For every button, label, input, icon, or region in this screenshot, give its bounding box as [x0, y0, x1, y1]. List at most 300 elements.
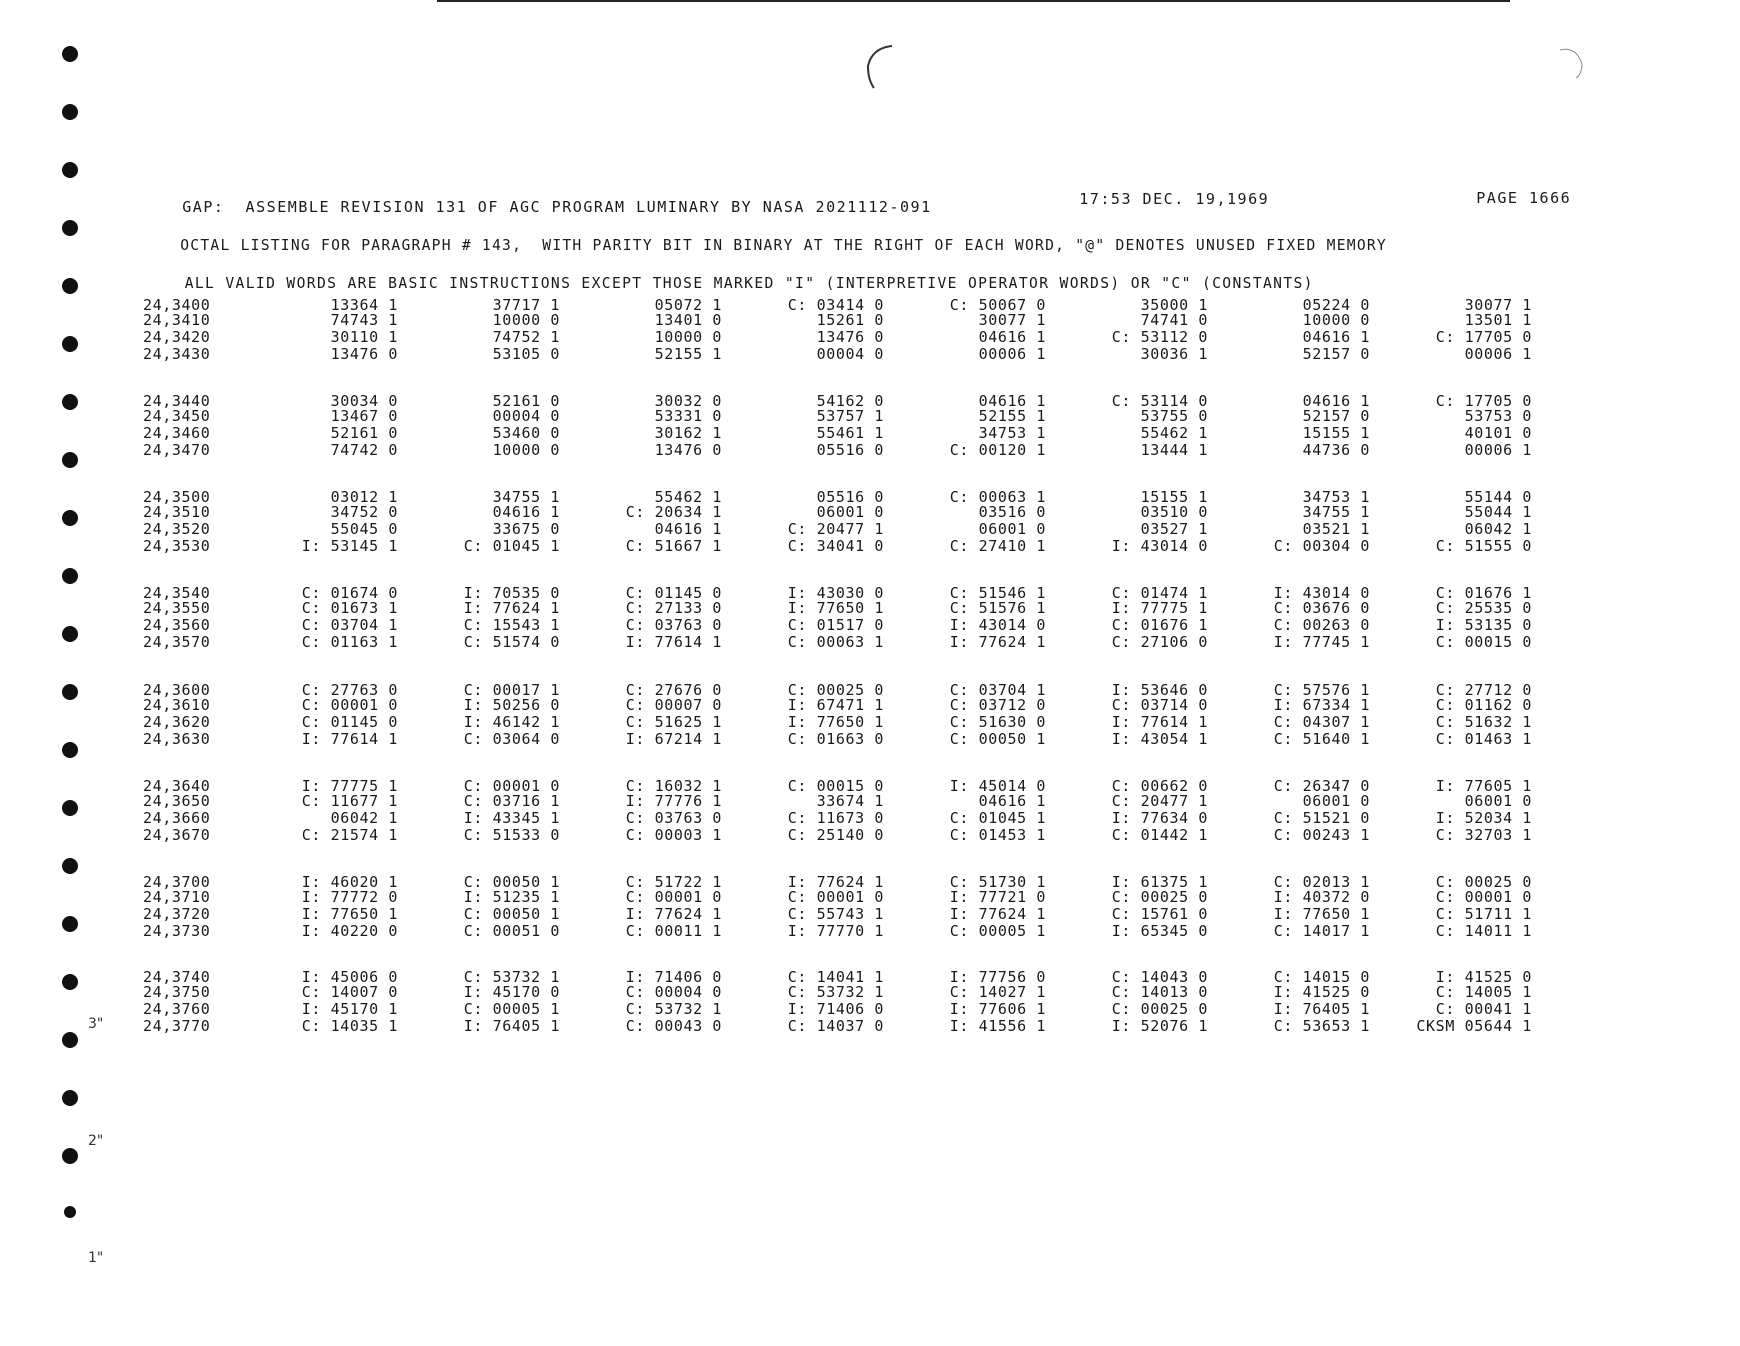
octal-word: 10000 0: [492, 441, 560, 459]
punch-hole-icon: [62, 800, 78, 816]
octal-word: I: 45006 0: [301, 968, 398, 986]
octal-word: C: 11673 0: [787, 809, 884, 827]
octal-word: I: 77770 1: [787, 922, 884, 940]
octal-word: 04616 1: [1302, 392, 1370, 410]
row-address: 24,3520: [143, 520, 211, 538]
octal-word: I: 52076 1: [1111, 1017, 1208, 1035]
octal-word: C: 50067 0: [949, 296, 1046, 314]
row-address: 24,3510: [143, 503, 211, 521]
octal-word: C: 15543 1: [463, 616, 560, 634]
row-address: 24,3500: [143, 488, 211, 506]
octal-word: C: 53732 1: [625, 1000, 722, 1018]
octal-word: 03527 1: [1140, 520, 1208, 538]
octal-word: 06042 1: [1464, 520, 1532, 538]
octal-word: 10000 0: [654, 328, 722, 346]
octal-word: 74741 0: [1140, 311, 1208, 329]
word-legend: ALL VALID WORDS ARE BASIC INSTRUCTIONS EXCEPT THOSE MARKED "I" (INTERPRETIVE OPERATOR WORDS) OR "C" (CONSTANTS): [184, 274, 1314, 292]
row-address: 24,3640: [143, 777, 211, 795]
octal-word: C: 03676 0: [1273, 599, 1370, 617]
octal-word: I: 43345 1: [463, 809, 560, 827]
row-address: 24,3470: [143, 441, 211, 459]
octal-word: I: 77624 1: [625, 905, 722, 923]
octal-word: C: 01162 0: [1435, 696, 1532, 714]
octal-word: C: 14027 1: [949, 983, 1046, 1001]
octal-word: C: 51576 1: [949, 599, 1046, 617]
octal-word: 06001 0: [1464, 792, 1532, 810]
octal-word: C: 01673 1: [301, 599, 398, 617]
octal-word: 34755 1: [492, 488, 560, 506]
octal-word: 34755 1: [1302, 503, 1370, 521]
octal-word: C: 00007 0: [625, 696, 722, 714]
octal-word: I: 43030 0: [787, 584, 884, 602]
octal-word: 55462 1: [654, 488, 722, 506]
octal-word: 53753 0: [1464, 407, 1532, 425]
octal-word: C: 00025 0: [1435, 873, 1532, 891]
octal-word: C: 11677 1: [301, 792, 398, 810]
octal-word: C: 17705 0: [1435, 392, 1532, 410]
row-address: 24,3670: [143, 826, 211, 844]
row-address: 24,3460: [143, 424, 211, 442]
octal-word: C: 15761 0: [1111, 905, 1208, 923]
punch-hole-icon: [62, 220, 78, 236]
octal-word: C: 00025 0: [787, 681, 884, 699]
octal-word: C: 51574 0: [463, 633, 560, 651]
octal-word: C: 00001 0: [787, 888, 884, 906]
octal-word: I: 41556 1: [949, 1017, 1046, 1035]
listing-description: OCTAL LISTING FOR PARAGRAPH # 143, WITH PARITY BIT IN BINARY AT THE RIGHT OF EACH WORD, "@" DENOTES UNUSED FIXED MEMORY: [180, 236, 1387, 254]
octal-word: C: 01676 1: [1435, 584, 1532, 602]
octal-word: 52155 1: [654, 345, 722, 363]
octal-word: I: 77650 1: [301, 905, 398, 923]
octal-word: I: 41525 0: [1435, 968, 1532, 986]
octal-word: I: 77650 1: [1273, 905, 1370, 923]
octal-word: C: 14043 0: [1111, 968, 1208, 986]
octal-word: 03516 0: [978, 503, 1046, 521]
octal-word: 74752 1: [492, 328, 560, 346]
octal-word: C: 51533 0: [463, 826, 560, 844]
punch-hole-icon: [62, 452, 78, 468]
octal-word: C: 51711 1: [1435, 905, 1532, 923]
punch-hole-icon: [62, 858, 78, 874]
punch-hole-icon: [62, 104, 78, 120]
octal-word: 05072 1: [654, 296, 722, 314]
octal-word: C: 00001 0: [463, 777, 560, 795]
octal-word: 30110 1: [330, 328, 398, 346]
octal-word: C: 00662 0: [1111, 777, 1208, 795]
punch-hole-icon: [62, 1090, 78, 1106]
octal-word: I: 76405 1: [1273, 1000, 1370, 1018]
octal-word: 04616 1: [1302, 328, 1370, 346]
octal-word: 30077 1: [1464, 296, 1532, 314]
octal-word: C: 53732 1: [463, 968, 560, 986]
octal-word: C: 51667 1: [625, 537, 722, 555]
punch-hole-icon: [62, 46, 78, 62]
octal-word: 05224 0: [1302, 296, 1370, 314]
row-address: 24,3440: [143, 392, 211, 410]
octal-word: C: 51632 1: [1435, 713, 1532, 731]
octal-word: 34752 0: [330, 503, 398, 521]
octal-word: I: 46020 1: [301, 873, 398, 891]
row-address: 24,3450: [143, 407, 211, 425]
octal-word: C: 01163 1: [301, 633, 398, 651]
punch-hole-icon: [62, 336, 78, 352]
octal-word: 04616 1: [654, 520, 722, 538]
octal-word: 53105 0: [492, 345, 560, 363]
octal-word: I: 77775 1: [1111, 599, 1208, 617]
octal-word: 03510 0: [1140, 503, 1208, 521]
row-address: 24,3630: [143, 730, 211, 748]
timestamp: 17:53 DEC. 19,1969: [1079, 190, 1270, 208]
octal-word: 04616 1: [978, 328, 1046, 346]
row-address: 24,3770: [143, 1017, 211, 1035]
octal-word: C: 01442 1: [1111, 826, 1208, 844]
octal-word: 15155 1: [1140, 488, 1208, 506]
header-page: [1434, 171, 1571, 225]
octal-word: C: 01517 0: [787, 616, 884, 634]
octal-word: C: 00005 1: [463, 1000, 560, 1018]
octal-word: I: 76405 1: [463, 1017, 560, 1035]
octal-word: C: 14005 1: [1435, 983, 1532, 1001]
octal-word: 04616 1: [978, 392, 1046, 410]
octal-word: 04616 1: [492, 503, 560, 521]
octal-word: 00006 1: [978, 345, 1046, 363]
octal-word: C: 53653 1: [1273, 1017, 1370, 1035]
octal-word: C: 51625 1: [625, 713, 722, 731]
octal-word: C: 14011 1: [1435, 922, 1532, 940]
octal-word: 34753 1: [1302, 488, 1370, 506]
octal-word: I: 77606 1: [949, 1000, 1046, 1018]
octal-word: I: 77614 1: [1111, 713, 1208, 731]
octal-word: 30036 1: [1140, 345, 1208, 363]
octal-word: C: 27410 1: [949, 537, 1046, 555]
octal-word: C: 01145 0: [301, 713, 398, 731]
row-address: 24,3760: [143, 1000, 211, 1018]
octal-word: 52157 0: [1302, 345, 1370, 363]
octal-word: I: 77624 1: [949, 905, 1046, 923]
octal-word: I: 40372 0: [1273, 888, 1370, 906]
octal-word: C: 34041 0: [787, 537, 884, 555]
row-address: 24,3730: [143, 922, 211, 940]
octal-word: 06042 1: [330, 809, 398, 827]
octal-word: I: 77772 0: [301, 888, 398, 906]
octal-word: C: 27763 0: [301, 681, 398, 699]
octal-word: I: 77650 1: [787, 713, 884, 731]
punch-hole-icon: [62, 278, 78, 294]
octal-word: C: 00011 1: [625, 922, 722, 940]
octal-word: C: 14037 0: [787, 1017, 884, 1035]
octal-word: C: 03704 1: [949, 681, 1046, 699]
octal-word: C: 04307 1: [1273, 713, 1370, 731]
octal-word: I: 52034 1: [1435, 809, 1532, 827]
row-address: 24,3430: [143, 345, 211, 363]
octal-word: C: 00001 0: [1435, 888, 1532, 906]
octal-word: I: 67214 1: [625, 730, 722, 748]
row-address: 24,3750: [143, 983, 211, 1001]
octal-word: C: 03064 0: [463, 730, 560, 748]
octal-word: I: 45014 0: [949, 777, 1046, 795]
octal-word: 13364 1: [330, 296, 398, 314]
octal-word: 13476 0: [330, 345, 398, 363]
octal-word: C: 01145 0: [625, 584, 722, 602]
octal-word: C: 17705 0: [1435, 328, 1532, 346]
punch-hole-icon: [62, 510, 78, 526]
octal-word: 30032 0: [654, 392, 722, 410]
octal-word: I: 71406 0: [625, 968, 722, 986]
octal-word: C: 53114 0: [1111, 392, 1208, 410]
octal-word: 15261 0: [816, 311, 884, 329]
octal-word: I: 77776 1: [625, 792, 722, 810]
row-address: 24,3720: [143, 905, 211, 923]
octal-word: I: 77605 1: [1435, 777, 1532, 795]
scan-artifact-icon: [862, 42, 902, 92]
octal-word: C: 14017 1: [1273, 922, 1370, 940]
octal-word: C: 20477 1: [1111, 792, 1208, 810]
row-address: 24,3620: [143, 713, 211, 731]
octal-word: C: 01045 1: [949, 809, 1046, 827]
octal-word: C: 00043 0: [625, 1017, 722, 1035]
octal-word: I: 43054 1: [1111, 730, 1208, 748]
octal-word: 05516 0: [816, 488, 884, 506]
octal-word: I: 46142 1: [463, 713, 560, 731]
margin-mark: 1": [88, 1250, 104, 1266]
octal-word: C: 00003 1: [625, 826, 722, 844]
octal-word: I: 77624 1: [463, 599, 560, 617]
octal-word: C: 00050 1: [463, 905, 560, 923]
row-address: 24,3550: [143, 599, 211, 617]
octal-word: 74743 1: [330, 311, 398, 329]
octal-word: 55461 1: [816, 424, 884, 442]
octal-word: 13467 0: [330, 407, 398, 425]
octal-word: 55045 0: [330, 520, 398, 538]
octal-word: C: 51730 1: [949, 873, 1046, 891]
octal-word: C: 25140 0: [787, 826, 884, 844]
octal-word: 30162 1: [654, 424, 722, 442]
octal-word: 52155 1: [978, 407, 1046, 425]
octal-word: C: 00025 0: [1111, 888, 1208, 906]
octal-word: I: 53135 0: [1435, 616, 1532, 634]
octal-word: C: 32703 1: [1435, 826, 1532, 844]
octal-word: C: 27712 0: [1435, 681, 1532, 699]
octal-word: I: 67471 1: [787, 696, 884, 714]
octal-word: C: 00304 0: [1273, 537, 1370, 555]
octal-word: I: 77614 1: [301, 730, 398, 748]
octal-word: C: 14007 0: [301, 983, 398, 1001]
margin-mark: 2": [88, 1133, 104, 1149]
octal-word: C: 00063 1: [949, 488, 1046, 506]
row-address: 24,3710: [143, 888, 211, 906]
octal-word: C: 14041 1: [787, 968, 884, 986]
row-address: 24,3700: [143, 873, 211, 891]
octal-word: C: 01663 0: [787, 730, 884, 748]
octal-word: C: 14035 1: [301, 1017, 398, 1035]
octal-word: 33674 1: [816, 792, 884, 810]
row-address: 24,3600: [143, 681, 211, 699]
octal-word: C: 03414 0: [787, 296, 884, 314]
octal-word: C: 00263 0: [1273, 616, 1370, 634]
octal-word: I: 77650 1: [787, 599, 884, 617]
octal-word: C: 00025 0: [1111, 1000, 1208, 1018]
row-address: 24,3560: [143, 616, 211, 634]
octal-word: 05516 0: [816, 441, 884, 459]
octal-word: C: 27106 0: [1111, 633, 1208, 651]
octal-word: 13501 1: [1464, 311, 1532, 329]
octal-word: C: 51546 1: [949, 584, 1046, 602]
octal-word: I: 43014 0: [1273, 584, 1370, 602]
octal-word: I: 77624 1: [787, 873, 884, 891]
octal-word: I: 77745 1: [1273, 633, 1370, 651]
octal-word: C: 03763 0: [625, 616, 722, 634]
octal-word: 00004 0: [816, 345, 884, 363]
octal-word: C: 51521 0: [1273, 809, 1370, 827]
octal-word: C: 20634 1: [625, 503, 722, 521]
page-number: PAGE 1666: [1476, 189, 1572, 207]
octal-word: 06001 0: [1302, 792, 1370, 810]
octal-word: C: 00005 1: [949, 922, 1046, 940]
octal-word: C: 00001 0: [301, 696, 398, 714]
octal-word: C: 00243 1: [1273, 826, 1370, 844]
octal-word: C: 53112 0: [1111, 328, 1208, 346]
octal-word: 34753 1: [978, 424, 1046, 442]
octal-word: 53331 0: [654, 407, 722, 425]
octal-word: 53755 0: [1140, 407, 1208, 425]
octal-word: 06001 0: [816, 503, 884, 521]
octal-word: C: 00051 0: [463, 922, 560, 940]
octal-word: C: 14015 0: [1273, 968, 1370, 986]
octal-word: C: 00015 0: [787, 777, 884, 795]
row-address: 24,3740: [143, 968, 211, 986]
octal-word: 04616 1: [978, 792, 1046, 810]
octal-word: 10000 0: [492, 311, 560, 329]
octal-word: C: 03704 1: [301, 616, 398, 634]
octal-word: I: 40220 0: [301, 922, 398, 940]
octal-word: I: 51235 1: [463, 888, 560, 906]
octal-word: I: 77634 0: [1111, 809, 1208, 827]
octal-word: 40101 0: [1464, 424, 1532, 442]
row-address: 24,3650: [143, 792, 211, 810]
octal-word: 15155 1: [1302, 424, 1370, 442]
row-address: 24,3410: [143, 311, 211, 329]
octal-word: C: 51555 0: [1435, 537, 1532, 555]
punch-hole-icon: [62, 1032, 78, 1048]
octal-word: C: 55743 1: [787, 905, 884, 923]
octal-word: C: 21574 1: [301, 826, 398, 844]
octal-word: C: 16032 1: [625, 777, 722, 795]
octal-word: 52161 0: [492, 392, 560, 410]
row-address: 24,3400: [143, 296, 211, 314]
octal-word: I: 71406 0: [787, 1000, 884, 1018]
row-address: 24,3660: [143, 809, 211, 827]
octal-word: 33675 0: [492, 520, 560, 538]
octal-word: C: 26347 0: [1273, 777, 1370, 795]
octal-word: 00006 1: [1464, 345, 1532, 363]
octal-word: C: 51630 0: [949, 713, 1046, 731]
octal-word: I: 65345 0: [1111, 922, 1208, 940]
row-address: 24,3610: [143, 696, 211, 714]
octal-word: C: 00015 0: [1435, 633, 1532, 651]
octal-word: I: 77775 1: [301, 777, 398, 795]
octal-word: C: 03714 0: [1111, 696, 1208, 714]
octal-word: 30034 0: [330, 392, 398, 410]
punch-hole-icon: [62, 568, 78, 584]
octal-word: 10000 0: [1302, 311, 1370, 329]
octal-word: C: 01463 1: [1435, 730, 1532, 748]
octal-word: I: 77756 0: [949, 968, 1046, 986]
octal-word: 03521 1: [1302, 520, 1370, 538]
octal-word: C: 20477 1: [787, 520, 884, 538]
octal-word: C: 03716 1: [463, 792, 560, 810]
octal-word: 53460 0: [492, 424, 560, 442]
octal-word: C: 03763 0: [625, 809, 722, 827]
punch-hole-icon: [62, 974, 78, 990]
octal-word: 52157 0: [1302, 407, 1370, 425]
octal-word: I: 43014 0: [1111, 537, 1208, 555]
octal-word: C: 27133 0: [625, 599, 722, 617]
octal-word: I: 67334 1: [1273, 696, 1370, 714]
octal-word: I: 41525 0: [1273, 983, 1370, 1001]
octal-word: C: 01674 0: [301, 584, 398, 602]
octal-word: C: 00120 1: [949, 441, 1046, 459]
octal-word: 03012 1: [330, 488, 398, 506]
octal-word: 06001 0: [978, 520, 1046, 538]
scan-artifact-icon: [1556, 44, 1596, 84]
punch-hole-icon: [62, 626, 78, 642]
octal-word: CKSM 05644 1: [1416, 1017, 1532, 1035]
row-address: 24,3420: [143, 328, 211, 346]
octal-word: I: 43014 0: [949, 616, 1046, 634]
octal-word: C: 01453 1: [949, 826, 1046, 844]
punch-hole-icon: [62, 1148, 78, 1164]
punch-hole-icon: [62, 916, 78, 932]
octal-word: C: 14013 0: [1111, 983, 1208, 1001]
octal-word: C: 01474 1: [1111, 584, 1208, 602]
octal-word: I: 77721 0: [949, 888, 1046, 906]
octal-word: C: 51722 1: [625, 873, 722, 891]
octal-word: C: 27676 0: [625, 681, 722, 699]
octal-word: 74742 0: [330, 441, 398, 459]
octal-word: C: 00041 1: [1435, 1000, 1532, 1018]
octal-word: 30077 1: [978, 311, 1046, 329]
punch-hole-icon: [64, 1206, 76, 1218]
octal-word: C: 01676 1: [1111, 616, 1208, 634]
octal-word: 13476 0: [654, 441, 722, 459]
row-address: 24,3570: [143, 633, 211, 651]
octal-word: C: 25535 0: [1435, 599, 1532, 617]
octal-word: 55462 1: [1140, 424, 1208, 442]
margin-mark: 3": [88, 1016, 104, 1032]
octal-word: C: 53732 1: [787, 983, 884, 1001]
octal-word: C: 51640 1: [1273, 730, 1370, 748]
octal-word: I: 77624 1: [949, 633, 1046, 651]
octal-word: C: 00050 1: [949, 730, 1046, 748]
row-address: 24,3540: [143, 584, 211, 602]
program-title: GAP: ASSEMBLE REVISION 131 OF AGC PROGRAM LUMINARY BY NASA 2021112-091: [182, 198, 932, 216]
octal-word: I: 45170 1: [301, 1000, 398, 1018]
octal-word: C: 00050 1: [463, 873, 560, 891]
octal-word: C: 03712 0: [949, 696, 1046, 714]
octal-word: I: 50256 0: [463, 696, 560, 714]
octal-word: 52161 0: [330, 424, 398, 442]
octal-word: 53757 1: [816, 407, 884, 425]
octal-word: 55044 1: [1464, 503, 1532, 521]
octal-word: C: 57576 1: [1273, 681, 1370, 699]
octal-word: 55144 0: [1464, 488, 1532, 506]
octal-word: I: 53646 0: [1111, 681, 1208, 699]
octal-word: C: 02013 1: [1273, 873, 1370, 891]
octal-word: 00004 0: [492, 407, 560, 425]
octal-word: 13476 0: [816, 328, 884, 346]
octal-word: C: 01045 1: [463, 537, 560, 555]
octal-word: C: 00004 0: [625, 983, 722, 1001]
